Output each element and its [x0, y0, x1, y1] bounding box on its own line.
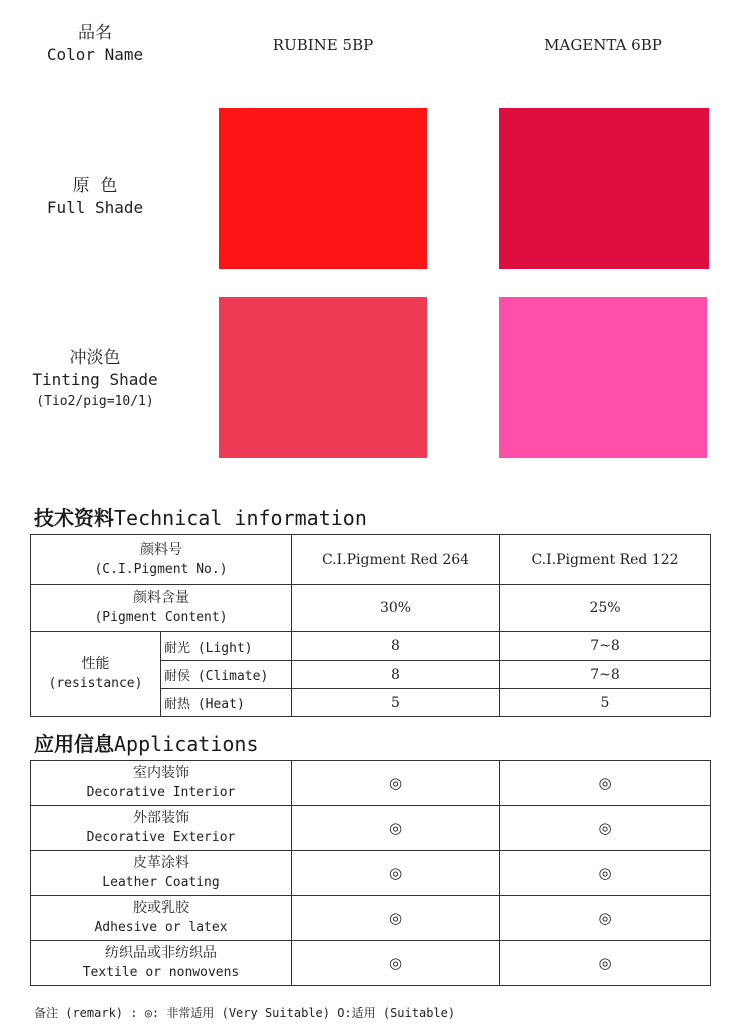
pigment-content-header-en: (Pigment Content)	[94, 610, 228, 625]
full-shade-swatch-rubine	[219, 108, 427, 269]
table-row	[31, 535, 711, 585]
technical-table	[30, 534, 711, 717]
application-name-en: Textile or nonwovens	[82, 965, 240, 980]
suitability-mark-rubine: ◎	[292, 896, 500, 941]
climate-resistance-label: 耐侯 (Climate)	[161, 661, 292, 689]
application-name	[31, 851, 292, 896]
heat-resistance-value-rubine: 5	[292, 689, 500, 717]
light-resistance-label: 耐光 (Light)	[161, 632, 292, 661]
ci-number-value-rubine: C.I.Pigment Red 264	[292, 535, 500, 585]
application-name	[31, 941, 292, 986]
climate-resistance-value-magenta: 7~8	[500, 661, 711, 689]
suitability-mark-magenta: ◎	[500, 806, 711, 851]
application-name-en: Leather Coating	[102, 875, 220, 890]
tint-shade-label	[20, 347, 170, 413]
applications-heading-en: Applications	[114, 732, 259, 756]
application-name-en: Decorative Exterior	[86, 830, 236, 845]
color-name-label-zh: 品名	[78, 23, 112, 43]
suitability-mark-rubine: ◎	[292, 851, 500, 896]
pigment-content-header-zh: 颜料含量	[133, 590, 189, 606]
table-row	[31, 851, 711, 896]
pigment-content-header	[31, 585, 292, 632]
table-row	[31, 941, 711, 986]
tint-shade-label-zh: 冲淡色	[69, 348, 121, 368]
heat-resistance-label: 耐热 (Heat)	[161, 689, 292, 717]
resistance-header-en: (resistance)	[48, 676, 143, 691]
application-name-zh: 胶或乳胶	[133, 900, 189, 916]
pigment-content-value-magenta: 25%	[500, 585, 711, 632]
suitability-mark-magenta: ◎	[500, 761, 711, 806]
tint-shade-label-en: Tinting Shade	[32, 370, 158, 389]
full-shade-swatch-magenta	[499, 108, 709, 269]
application-name	[31, 806, 292, 851]
light-resistance-value-magenta: 7~8	[500, 632, 711, 661]
ci-number-header-en: (C.I.Pigment No.)	[94, 561, 228, 577]
full-shade-label	[30, 175, 160, 219]
table-row	[31, 806, 711, 851]
full-shade-label-zh: 原 色	[72, 176, 118, 196]
technical-heading-zh: 技术资料	[34, 506, 114, 530]
application-name-en: Decorative Interior	[86, 785, 236, 800]
application-name-zh: 外部装饰	[133, 810, 189, 826]
suitability-mark-rubine: ◎	[292, 761, 500, 806]
table-row	[31, 896, 711, 941]
suitability-mark-magenta: ◎	[500, 896, 711, 941]
tint-shade-swatch-rubine	[219, 297, 427, 458]
application-name-zh: 纺织品或非纺织品	[105, 945, 217, 961]
color-name-label-en: Color Name	[46, 45, 144, 64]
climate-resistance-value-rubine: 8	[292, 661, 500, 689]
applications-table	[30, 760, 711, 986]
tint-shade-swatch-magenta	[499, 297, 707, 458]
pigment-content-value-rubine: 30%	[292, 585, 500, 632]
technical-heading-en: Technical information	[114, 506, 367, 530]
remark-note: 备注 (remark) : ◎: 非常适用 (Very Suitable) O:适用 (Suitable)	[34, 1006, 456, 1020]
ci-number-header-zh: 颜料号	[140, 541, 182, 558]
product-name-1: RUBINE 5BP	[272, 36, 374, 54]
table-row	[31, 632, 711, 661]
table-row	[31, 761, 711, 806]
resistance-header	[31, 632, 161, 717]
suitability-mark-magenta: ◎	[500, 851, 711, 896]
application-name-en: Adhesive or latex	[94, 920, 228, 935]
applications-heading-zh: 应用信息	[34, 732, 114, 756]
full-shade-label-en: Full Shade	[46, 198, 144, 217]
resistance-header-zh: 性能	[81, 656, 110, 672]
application-name	[31, 896, 292, 941]
product-name-2: MAGENTA 6BP	[544, 36, 662, 54]
suitability-mark-rubine: ◎	[292, 941, 500, 986]
ci-number-value-magenta: C.I.Pigment Red 122	[500, 535, 711, 585]
table-row	[31, 585, 711, 632]
technical-heading	[34, 502, 367, 531]
application-name-zh: 皮革涂料	[133, 855, 189, 871]
heat-resistance-value-magenta: 5	[500, 689, 711, 717]
suitability-mark-magenta: ◎	[500, 941, 711, 986]
application-name	[31, 761, 292, 806]
applications-heading	[34, 728, 259, 757]
color-name-label	[30, 22, 160, 66]
light-resistance-value-rubine: 8	[292, 632, 500, 661]
tint-shade-label-note: (Tio2/pig=10/1)	[36, 394, 154, 409]
application-name-zh: 室内装饰	[133, 765, 189, 781]
ci-number-header	[31, 535, 292, 585]
suitability-mark-rubine: ◎	[292, 806, 500, 851]
